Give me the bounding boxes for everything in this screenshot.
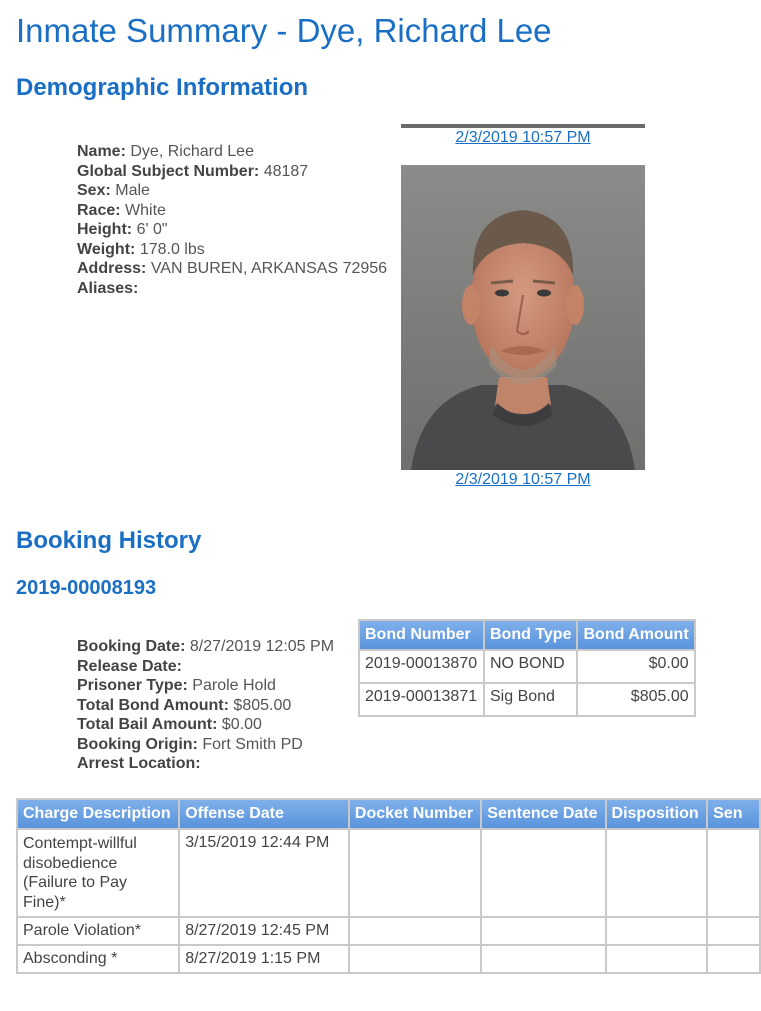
field-value: 8/27/2019 12:05 PM [189,638,335,655]
field-label: Prisoner Type: [77,677,188,694]
disposition-cell [607,918,707,944]
bond-amount-header[interactable]: Bond Amount [578,621,693,649]
offense-date-cell: 8/27/2019 12:45 PM [180,918,348,944]
field-label: Total Bond Amount: [77,696,229,714]
aliases-row [77,279,387,299]
release-date-row [77,657,334,677]
booking-origin-row [77,735,334,755]
photo-timestamp-link-bottom[interactable]: 2/3/2019 10:57 PM [455,471,591,488]
bond-amount-cell: $805.00 [578,684,693,715]
charge-description-cell: Contempt-willful disobedience (Failure to Pay Fine)* [18,830,178,916]
field-label: Release Date: [77,657,182,675]
field-value: Fort Smith PD [202,735,303,753]
table-row [18,946,759,972]
sentence-date-header[interactable]: Sentence Date [482,800,604,828]
field-label: Weight: [77,240,136,258]
field-label: Total Bail Amount: [77,716,218,733]
offense-date-cell: 3/15/2019 12:44 PM [180,830,348,916]
sentence-date-cell [482,830,604,916]
disposition-header[interactable]: Disposition [607,800,707,828]
bond-amount-cell: $0.00 [578,651,693,682]
disposition-cell [607,946,707,972]
field-label: Aliases: [77,279,139,297]
total-bail-row [77,715,334,735]
table-row [360,684,694,715]
photo-timestamp-link-top[interactable]: 2/3/2019 10:57 PM [455,129,591,146]
table-row [18,830,759,916]
field-label: Booking Origin: [77,735,198,753]
sentence-cell [708,946,759,972]
charge-description-cell: Parole Violation* [18,918,178,944]
field-value: White [125,201,166,219]
charges-table-container [16,798,743,974]
field-label: Height: [77,221,133,238]
charge-description-header[interactable]: Charge Description [18,800,178,828]
address-row [77,259,387,279]
field-label: Arrest Location: [77,755,201,772]
booking-info [77,637,334,774]
field-label: Race: [77,201,121,219]
field-value: Male [115,182,150,199]
field-label: Global Subject Number: [77,162,260,180]
disposition-cell [607,830,707,916]
field-value: 48187 [263,162,309,180]
docket-number-cell [350,830,480,916]
sentence-cell [708,830,759,916]
field-value: Dye, Richard Lee [130,143,254,160]
table-row [18,918,759,944]
field-value: 178.0 lbs [139,240,205,258]
weight-row [77,240,387,260]
booking-history-heading: Booking History [16,527,202,554]
race-row [77,201,387,221]
sex-row [77,181,387,201]
docket-number-header[interactable]: Docket Number [350,800,480,828]
booking-number: 2019-00008193 [16,577,157,599]
field-value: $0.00 [221,716,262,733]
field-label: Address: [77,260,147,277]
total-bond-row [77,696,334,716]
field-value: 6' 0" [136,221,168,238]
field-value: Parole Hold [192,677,276,694]
prisoner-type-row [77,676,334,696]
docket-number-cell [350,946,480,972]
bond-type-cell: NO BOND [485,651,576,682]
previous-photo-strip[interactable] [401,124,645,128]
charge-header-row [18,800,759,828]
field-value: VAN BUREN, ARKANSAS 72956 [150,260,388,277]
docket-number-cell [350,918,480,944]
bond-type-cell: Sig Bond [485,684,576,715]
bond-number-cell: 2019-00013870 [360,651,483,682]
table-row [360,651,694,682]
field-label: Booking Date: [77,638,186,655]
charge-description-cell: Absconding * [18,946,178,972]
demographic-heading: Demographic Information [16,74,309,101]
arrest-location-row [77,754,334,774]
mugshot-image [401,165,645,470]
bond-number-cell: 2019-00013871 [360,684,483,715]
page-title: Inmate Summary - Dye, Richard Lee [16,12,552,49]
charges-table [16,798,761,974]
mugshot-photo[interactable] [401,165,645,470]
sentence-header[interactable]: Sen [708,800,759,828]
height-row [77,220,387,240]
demographic-info [77,142,387,298]
offense-date-cell: 8/27/2019 1:15 PM [180,946,348,972]
sentence-date-cell [482,918,604,944]
gsn-row [77,162,387,182]
field-value: $805.00 [233,696,292,714]
field-label: Sex: [77,182,111,199]
bond-table [358,619,696,717]
bond-number-header[interactable]: Bond Number [360,621,483,649]
sentence-date-cell [482,946,604,972]
sentence-cell [708,918,759,944]
offense-date-header[interactable]: Offense Date [180,800,348,828]
bond-type-header[interactable]: Bond Type [485,621,576,649]
field-label: Name: [77,143,126,160]
name-row [77,142,387,162]
booking-date-row [77,637,334,657]
bond-header-row [360,621,694,649]
